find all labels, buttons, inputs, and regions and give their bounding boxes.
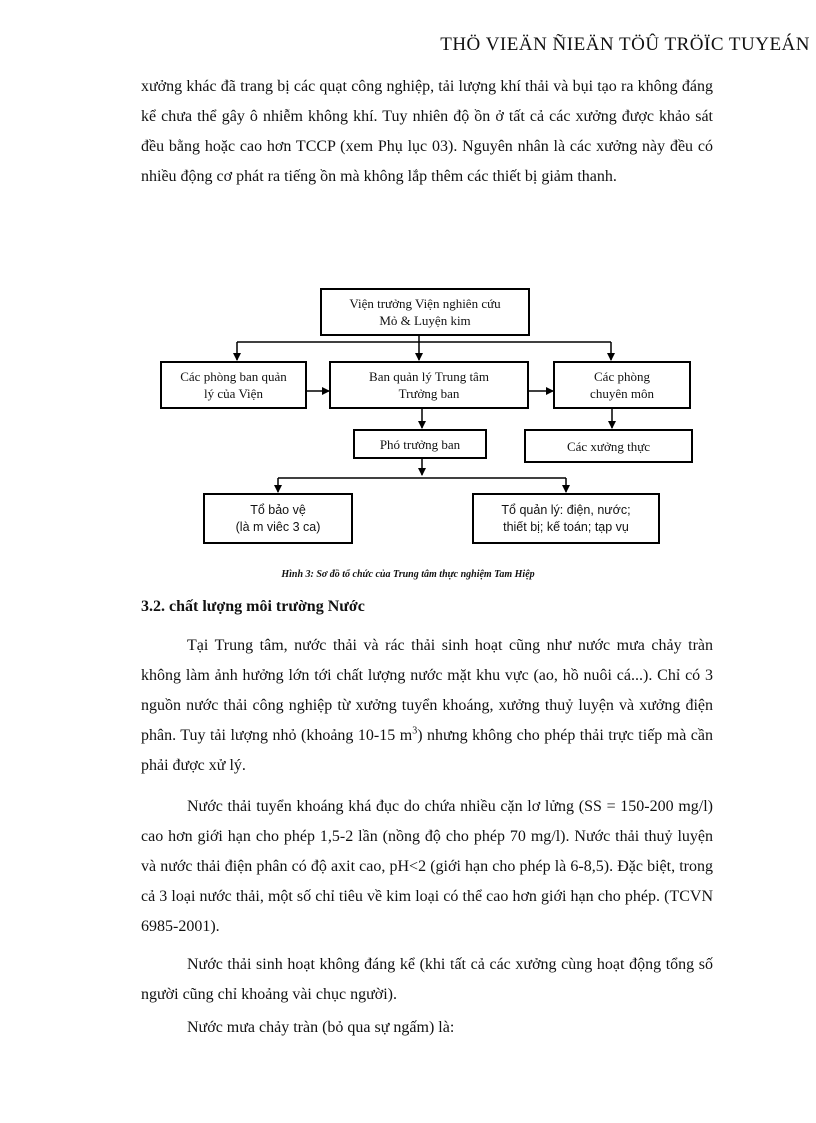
org-box-services-team (472, 493, 660, 544)
org-box-services-team-line1: Tổ quản lý: điện, nước; (501, 502, 631, 517)
paragraph-water-sources (141, 631, 713, 781)
org-box-deputy-head-label: Phó trưởng ban (379, 436, 461, 452)
superscript-cubic: 3 (412, 725, 418, 737)
org-box-institute-director (320, 288, 530, 336)
org-box-specialized-departments-line1: Các phòng (594, 369, 650, 384)
paragraph-water-sources-text-a: Tại Trung tâm, nước thải và rác thải sinh hoạt cũng như nước mưa chảy tràn không làm ảnh hưởng lớn tới chất lượng nước mặt khu vực (ao, hồ nuôi cá...). Chỉ có 3 nguồn nước thải công nghiệp từ xưởng tuyển khoáng, xưởng thuỷ luyện và xưởng điện phân. Tuy tải lượng nhỏ (khoảng 10-15 m (141, 637, 713, 744)
intro-paragraph: xưởng khác đã trang bị các quạt công nghiệp, tải lượng khí thải và bụi tạo ra không đáng kể chưa thể gây ô nhiễm không khí. Tuy nhiên độ ồn ở tất cả các xưởng được khảo sát đều bằng hoặc cao hơn TCCP (xem Phụ lục 03). Nguyên nhân là các xưởng này đều có nhiều động cơ phát ra tiếng ồn mà không lắp thêm các thiết bị giảm thanh. (141, 78, 713, 185)
org-box-workshops (524, 429, 693, 463)
paragraph-industrial-wastewater: Nước thải tuyển khoáng khá đục do chứa nhiều cặn lơ lửng (SS = 150-200 mg/l) cao hơn giới hạn cho phép 1,5-2 lần (nồng độ cho phép 70 mg/l). Nước thải thuỷ luyện và nước thải điện phân có độ axit cao, pH<2 (giới hạn cho phép là 6-8,5). Đặc biệt, trong cả 3 loại nước thải, một số chỉ tiêu về kim loại có thể cao hơn giới hạn cho phép. (TCVN 6985-2001). (141, 798, 713, 935)
page-header: THÖ VIEÄN ÑIEÄN TÖÛ TRÖÏC TUYEÁN (440, 34, 810, 55)
org-box-specialized-departments (553, 361, 691, 409)
org-box-institute-departments-line2: lý của Viện (204, 386, 263, 401)
org-box-center-management-line2: Trưởng ban (398, 386, 460, 401)
org-box-institute-director-line1: Viện trưởng Viện nghiên cứu (349, 296, 501, 311)
org-box-center-management-line1: Ban quản lý Trung tâm (369, 369, 489, 384)
section-heading: 3.2. chất lượng môi trường Nước (141, 598, 365, 615)
org-box-institute-departments-line1: Các phòng ban quản (180, 369, 287, 384)
org-box-security-team-line1: Tổ bảo vệ (250, 502, 306, 517)
org-box-workshops-label: Các xưởng thực (566, 438, 651, 454)
org-box-deputy-head (353, 429, 487, 459)
org-box-center-management (329, 361, 529, 409)
paragraph-water-sources-text-b: ) nhưng không cho phép thải trực tiếp mà cần phải được xử lý. (141, 727, 714, 774)
org-box-security-team-line2: (là m viêc 3 ca) (235, 519, 321, 534)
org-box-institute-departments (160, 361, 307, 409)
figure-caption: Hình 3: Sơ đồ tổ chức của Trung tâm thực nghiệm Tam Hiệp (281, 569, 535, 580)
org-box-institute-director-line2: Mỏ & Luyện kim (379, 313, 471, 328)
paragraph-rainwater: Nước mưa chảy tràn (bỏ qua sự ngấm) là: (187, 1019, 455, 1036)
org-box-security-team (203, 493, 353, 544)
org-box-specialized-departments-line2: chuyên môn (590, 386, 654, 401)
org-box-services-team-line2: thiết bị; kế toán; tạp vụ (503, 519, 629, 534)
paragraph-domestic-wastewater: Nước thải sinh hoạt không đáng kể (khi tất cả các xưởng cùng hoạt động tổng số người cũng chỉ khoảng vài chục người). (141, 956, 713, 1003)
